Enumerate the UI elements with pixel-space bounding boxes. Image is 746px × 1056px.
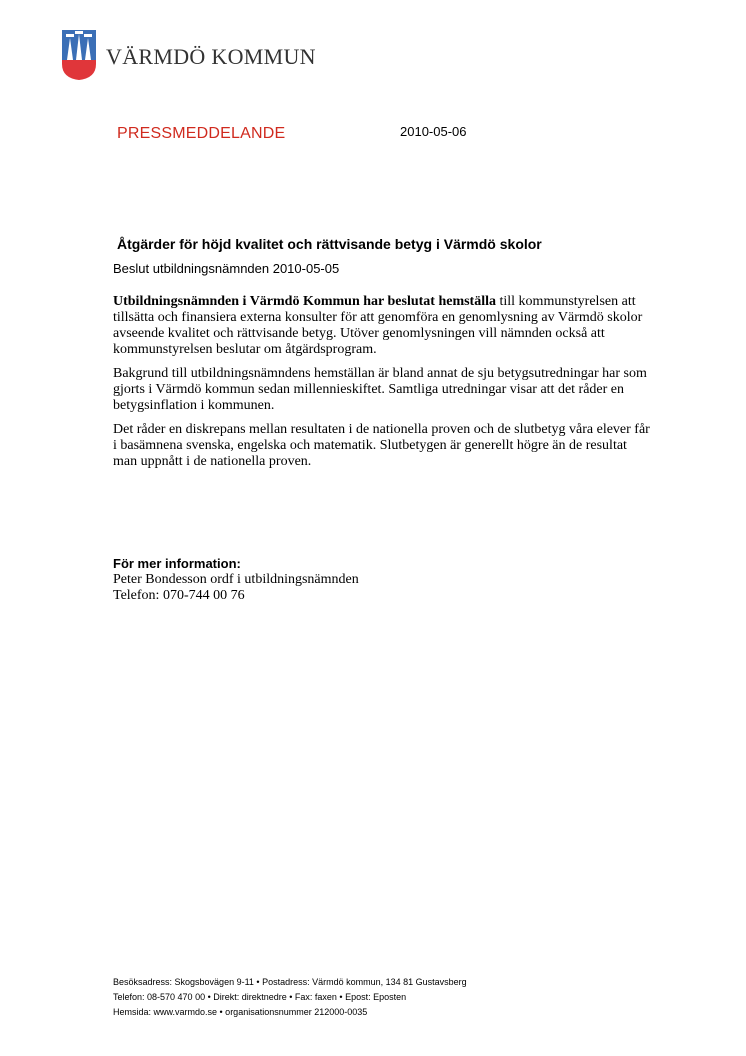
contact-phone: Telefon: 070-744 00 76	[113, 588, 245, 603]
municipality-logo	[60, 30, 316, 80]
article-lead-rest: till kommunstyrelsen att tillsätta och finansiera externa konsulter för att genomföra en genomlysning av Värmdö skolor avseende kvalitet och rättvisande betyg. Utöver genomlysningen vill nämnden också att kommunstyrelsen beslutar om åtgärdsprogram.	[113, 294, 643, 357]
article-subtitle: Beslut utbildningsnämnden 2010-05-05	[113, 261, 340, 276]
press-release-label: PRESSMEDDELANDE	[117, 125, 286, 142]
article-lead-bold: Utbildningsnämnden i Värmdö Kommun har beslutat hemställa	[113, 294, 496, 309]
municipality-emblem-icon	[60, 30, 98, 80]
page-footer	[113, 975, 467, 1020]
article-paragraph-1	[113, 294, 653, 358]
article-paragraph-3: Det råder en diskrepans mellan resultaten i de nationella proven och de slutbetyg våra elever får i basämnena svenska, engelska och matematik. Slutbetygen är generellt högre än de resultat man uppnått i de nationella proven.	[113, 422, 650, 469]
article-body	[113, 294, 653, 478]
press-release-date: 2010-05-06	[400, 124, 467, 139]
municipality-name: VÄRMDÖ KOMMUN	[106, 44, 316, 69]
footer-address: Besöksadress: Skogsbovägen 9-11 • Postadress: Värmdö kommun, 134 81 Gustavsberg	[113, 977, 467, 987]
footer-website: Hemsida: www.varmdo.se • organisationsnummer 212000-0035	[113, 1007, 368, 1017]
article-title: Åtgärder för höjd kvalitet och rättvisande betyg i Värmdö skolor	[117, 236, 542, 252]
contact-heading: För mer information:	[113, 556, 241, 571]
footer-phone: Telefon: 08-570 470 00 • Direkt: direktnedre • Fax: faxen • Epost: Eposten	[113, 992, 407, 1002]
contact-person: Peter Bondesson ordf i utbildningsnämnden	[113, 572, 359, 587]
article-paragraph-2: Bakgrund till utbildningsnämndens hemställan är bland annat de sju betygsutredningar har som gjorts i Värmdö kommun sedan millennieskiftet. Samtliga utredningar visar att det råder en betygsinflation i kommunen.	[113, 366, 647, 413]
contact-block	[113, 556, 359, 604]
